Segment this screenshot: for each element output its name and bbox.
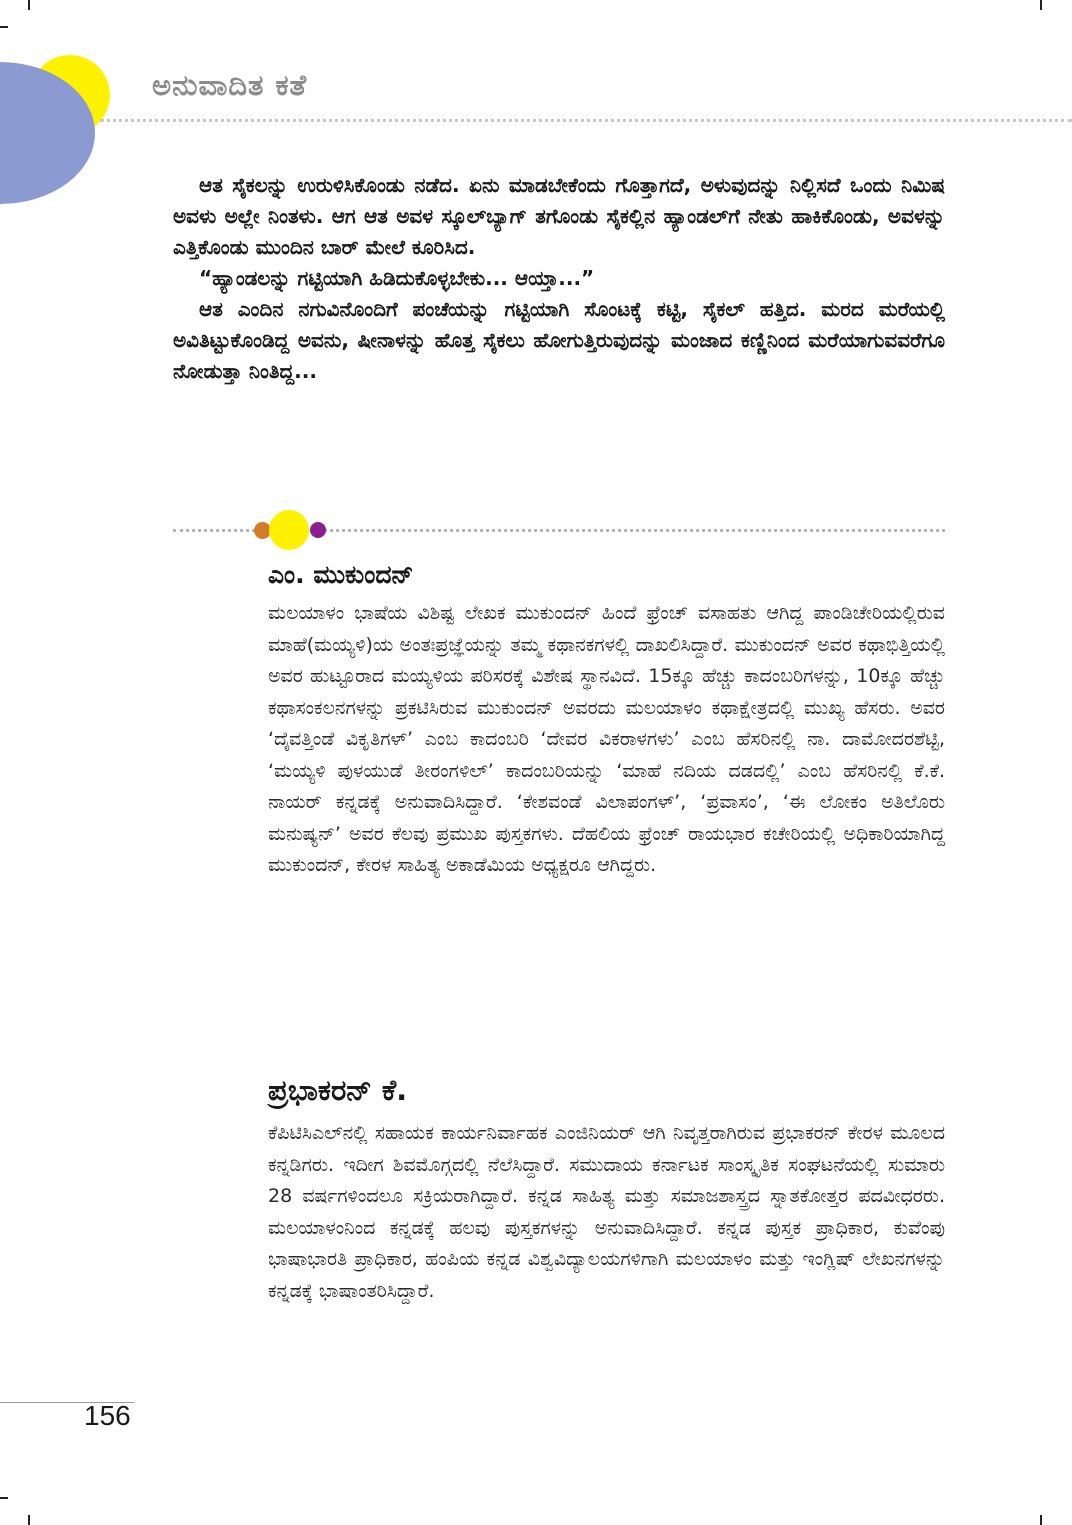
author-name: ಎಂ. ಮುಕುಂದನ್	[268, 560, 414, 589]
story-paragraph: “ಹ್ಯಾಂಡಲನ್ನು ಗಟ್ಟಿಯಾಗಿ ಹಿಡಿದುಕೊಳ್ಳಬೇಕು... ಆಯ್ತಾ...”	[199, 266, 595, 290]
translator-name: ಪ್ರಭಾಕರನ್ ಕೆ.	[268, 1073, 408, 1107]
crop-mark-bottom-right	[1040, 1515, 1042, 1525]
story-paragraph: ಆತ ಸೈಕಲನ್ನು ಉರುಳಿಸಿಕೊಂಡು ನಡೆದ. ಏನು ಮಾಡಬೇಕೆಂದು ಗೊತ್ತಾಗದೆ, ಅಳುವುದನ್ನು ನಿಲ್ಲಿಸದೆ ಒಂದು ನಿಮಿಷ ಅವಳು ಅಲ್ಲೇ ನಿಂತಳು. ಆಗ ಆತ ಅವಳ ಸ್ಕೂಲ್‌ಬ್ಯಾಗ್ ತಗೊಂಡು ಸೈಕಲ್ಲಿನ ಹ್ಯಾಂಡಲ್‌ಗೆ ನೇತು ಹಾಕಿಕೊಂಡು, ಅವಳನ್ನು ಎತ್ತಿಕೊಂಡು ಮುಂದಿನ ಬಾರ್ ಮೇಲೆ ಕೂರಿಸಿದ.	[173, 173, 945, 259]
divider-purple-dot	[310, 522, 326, 538]
crop-mark-left-upper	[0, 26, 8, 28]
story-paragraph: ಆತ ಎಂದಿನ ನಗುವಿನೊಂದಿಗೆ ಪಂಚೆಯನ್ನು ಗಟ್ಟಿಯಾಗಿ ಸೊಂಟಕ್ಕೆ ಕಟ್ಟಿ, ಸೈಕಲ್ ಹತ್ತಿದ. ಮರದ ಮರೆಯಲ್ಲಿ ಅವಿತಿಟ್ಟುಕೊಂಡಿದ್ದ ಅವನು, ಷೀನಾಳನ್ನು ಹೊತ್ತ ಸೈಕಲು ಹೋಗುತ್ತಿರುವುದನ್ನು ಮಂಜಾದ ಕಣ್ಣಿನಿಂದ ಮರೆಯಾಗುವವರೆಗೂ ನೋಡುತ್ತಾ ನಿಂತಿದ್ದ...	[173, 297, 945, 383]
page-number: 156	[84, 1400, 131, 1431]
section-title: ಅನುವಾದಿತ ಕತೆ	[152, 68, 308, 102]
author-bio	[268, 560, 945, 882]
divider-yellow-dot	[269, 510, 309, 550]
crop-mark-top-left	[28, 0, 30, 10]
author-description: ಮಲಯಾಳಂ ಭಾಷೆಯ ವಿಶಿಷ್ಟ ಲೇಖಕ ಮುಕುಂದನ್ ಹಿಂದೆ ಫ್ರೆಂಚ್ ವಸಾಹತು ಆಗಿದ್ದ ಪಾಂಡಿಚೇರಿಯಲ್ಲಿರುವ ಮಾಹೆ(ಮಯ್ಯಳಿ)ಯ ಅಂತಃಪ್ರಜ್ಞೆಯನ್ನು ತಮ್ಮ ಕಥಾನಕಗಳಲ್ಲಿ ದಾಖಲಿಸಿದ್ದಾರೆ. ಮುಕುಂದನ್ ಅವರ ಕಥಾಭಿತ್ತಿಯಲ್ಲಿ ಅವರ ಹುಟ್ಟೂರಾದ ಮಯ್ಯಳಿಯ ಪರಿಸರಕ್ಕೆ ವಿಶೇಷ ಸ್ಥಾನವಿದೆ. 15ಕ್ಕೂ ಹೆಚ್ಚು ಕಾದಂಬರಿಗಳನ್ನು, 10ಕ್ಕೂ ಹೆಚ್ಚು ಕಥಾಸಂಕಲನಗಳನ್ನು ಪ್ರಕಟಿಸಿರುವ ಮುಕುಂದನ್ ಅವರದು ಮಲಯಾಳಂ ಕಥಾಕ್ಷೇತ್ರದಲ್ಲಿ ಮುಖ್ಯ ಹೆಸರು. ಅವರ ‘ದೈವತ್ತಿಂಡೆ ವಿಕೃತಿಗಳ್’ ಎಂಬ ಕಾದಂಬರಿ ‘ದೇವರ ವಿಕರಾಳಗಳು’ ಎಂಬ ಹೆಸರಿನಲ್ಲಿ ನಾ. ದಾಮೋದರಶೆಟ್ಟಿ, ‘ಮಯ್ಯಳಿ ಪುಳಯುಡೆ ತೀರಂಗಳಿಲ್’ ಕಾದಂಬರಿಯನ್ನು ‘ಮಾಹೆ ನದಿಯ ದಡದಲ್ಲಿ’ ಎಂಬ ಹೆಸರಿನಲ್ಲಿ ಕೆ.ಕೆ. ನಾಯರ್ ಕನ್ನಡಕ್ಕೆ ಅನುವಾದಿಸಿದ್ದಾರೆ. ‘ಕೇಶವಂಡೆ ವಿಲಾಪಂಗಳ್’, ‘ಪ್ರವಾಸಂ’, ‘ಈ ಲೋಕಂ ಅತಿಲೊರು ಮನುಷ್ಯನ್’ ಅವರ ಕೆಲವು ಪ್ರಮುಖ ಪುಸ್ತಕಗಳು. ದೆಹಲಿಯ ಫ್ರೆಂಚ್ ರಾಯಭಾರ ಕಚೇರಿಯಲ್ಲಿ ಅಧಿಕಾರಿಯಾಗಿದ್ದ ಮುಕುಂದನ್, ಕೇರಳ ಸಾಹಿತ್ಯ ಅಕಾಡೆಮಿಯ ಅಧ್ಯಕ್ಷರೂ ಆಗಿದ್ದರು.	[268, 602, 945, 876]
section-divider	[173, 510, 945, 550]
translator-description: ಕೆಪಿಟಿಸಿಎಲ್‌ನಲ್ಲಿ ಸಹಾಯಕ ಕಾರ್ಯನಿರ್ವಾಹಕ ಎಂಜಿನಿಯರ್ ಆಗಿ ನಿವೃತ್ತರಾಗಿರುವ ಪ್ರಭಾಕರನ್ ಕೇರಳ ಮೂಲದ ಕನ್ನಡಿಗರು. ಇದೀಗ ಶಿವಮೊಗ್ಗದಲ್ಲಿ ನೆಲೆಸಿದ್ದಾರೆ. ಸಮುದಾಯ ಕರ್ನಾಟಕ ಸಾಂಸ್ಕೃತಿಕ ಸಂಘಟನೆಯಲ್ಲಿ ಸುಮಾರು 28 ವರ್ಷಗಳಿಂದಲೂ ಸಕ್ರಿಯರಾಗಿದ್ದಾರೆ. ಕನ್ನಡ ಸಾಹಿತ್ಯ ಮತ್ತು ಸಮಾಜಶಾಸ್ತ್ರದ ಸ್ನಾತಕೋತ್ತರ ಪದವೀಧರರು. ಮಲಯಾಳಂನಿಂದ ಕನ್ನಡಕ್ಕೆ ಹಲವು ಪುಸ್ತಕಗಳನ್ನು ಅನುವಾದಿಸಿದ್ದಾರೆ. ಕನ್ನಡ ಪುಸ್ತಕ ಪ್ರಾಧಿಕಾರ, ಕುವೆಂಪು ಭಾಷಾಭಾರತಿ ಪ್ರಾಧಿಕಾರ, ಹಂಪಿಯ ಕನ್ನಡ ವಿಶ್ವವಿದ್ಯಾಲಯಗಳಿಗಾಗಿ ಮಲಯಾಳಂ ಮತ್ತು ಇಂಗ್ಲಿಷ್ ಲೇಖನಗಳನ್ನು ಕನ್ನಡಕ್ಕೆ ಭಾಷಾಂತರಿಸಿದ್ದಾರೆ.	[268, 1122, 945, 1302]
crop-mark-top-right	[1040, 0, 1042, 10]
translator-bio	[268, 1073, 945, 1307]
header-dotted-rule	[100, 119, 1072, 122]
story-excerpt	[173, 170, 945, 387]
crop-mark-bottom-left	[28, 1515, 30, 1525]
crop-mark-left-lower	[0, 1497, 8, 1499]
